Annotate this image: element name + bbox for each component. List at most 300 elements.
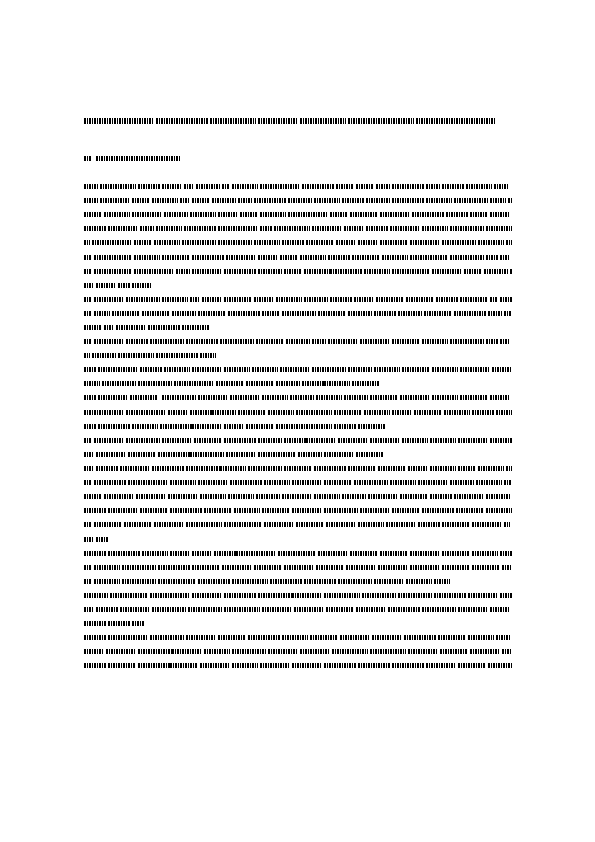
word-mark (84, 226, 106, 231)
word-mark (218, 226, 258, 231)
word-mark (282, 635, 308, 640)
word-mark (488, 663, 512, 668)
word-mark (304, 579, 336, 584)
word-mark (258, 269, 282, 274)
word-mark (504, 480, 512, 485)
word-mark (432, 269, 462, 274)
word-mark (324, 663, 356, 668)
word-mark (374, 311, 396, 316)
word-mark (348, 118, 414, 124)
word-mark (142, 311, 170, 316)
word-mark (258, 593, 292, 598)
word-mark (446, 212, 468, 217)
word-mark (306, 424, 332, 429)
word-mark (124, 522, 152, 527)
word-mark (380, 212, 410, 217)
word-mark (284, 466, 312, 471)
word-mark (186, 522, 222, 527)
word-mark (500, 593, 512, 598)
word-mark (302, 184, 334, 189)
word-mark (410, 551, 440, 556)
word-mark (186, 635, 216, 640)
word-mark (282, 494, 312, 499)
word-mark (450, 480, 474, 485)
word-mark (84, 424, 96, 429)
word-mark (170, 480, 196, 485)
word-mark (432, 367, 458, 372)
word-mark (120, 466, 150, 471)
word-mark (312, 339, 326, 344)
word-mark (430, 438, 456, 443)
word-mark (416, 118, 496, 124)
word-mark (228, 311, 260, 316)
word-mark (472, 410, 494, 415)
word-mark (368, 494, 398, 499)
word-mark (148, 325, 180, 330)
word-mark (392, 184, 424, 189)
word-mark (458, 466, 476, 471)
word-mark (164, 212, 188, 217)
word-mark (158, 452, 190, 457)
word-mark (162, 438, 192, 443)
text-line (84, 480, 512, 485)
word-mark (342, 494, 366, 499)
word-mark (226, 255, 256, 260)
word-mark (424, 311, 452, 316)
word-mark (430, 494, 452, 499)
word-mark (142, 551, 168, 556)
word-mark (84, 325, 102, 330)
word-mark (458, 607, 488, 612)
word-mark (106, 649, 136, 654)
word-mark (434, 579, 450, 584)
word-mark (232, 649, 266, 654)
word-mark (84, 466, 94, 471)
word-mark (442, 184, 464, 189)
word-mark (200, 663, 230, 668)
word-mark (310, 635, 338, 640)
word-mark (198, 579, 230, 584)
word-mark (222, 184, 230, 189)
word-mark (170, 663, 198, 668)
word-mark (246, 381, 274, 386)
section-heading (84, 156, 184, 162)
word-mark (108, 635, 148, 640)
word-mark (300, 118, 346, 124)
word-mark (192, 593, 222, 598)
word-mark (398, 593, 432, 598)
word-mark (316, 565, 344, 570)
text-line (84, 381, 512, 386)
word-mark (180, 198, 190, 203)
word-mark (152, 198, 178, 203)
word-mark (500, 551, 512, 556)
word-mark (312, 226, 342, 231)
word-mark (426, 184, 440, 189)
word-mark (152, 607, 186, 612)
word-mark (134, 255, 160, 260)
word-mark (186, 466, 220, 471)
word-mark (168, 410, 188, 415)
word-mark (212, 410, 236, 415)
word-mark (494, 184, 508, 189)
word-mark (270, 579, 302, 584)
word-mark (104, 212, 130, 217)
word-mark (182, 240, 216, 245)
word-mark (352, 255, 380, 260)
word-mark (160, 424, 192, 429)
word-mark (332, 649, 368, 654)
word-mark (358, 522, 384, 527)
word-mark (336, 184, 354, 189)
text-line (84, 325, 512, 330)
word-mark (94, 297, 124, 302)
word-mark (500, 255, 510, 260)
word-mark (390, 480, 416, 485)
word-mark (96, 607, 118, 612)
word-mark (486, 508, 512, 513)
word-mark (466, 184, 492, 189)
word-mark (406, 579, 432, 584)
word-mark (386, 522, 416, 527)
word-mark (450, 226, 484, 231)
word-mark (356, 452, 384, 457)
word-mark (286, 339, 310, 344)
text-line (84, 607, 512, 612)
word-mark (84, 367, 96, 372)
word-mark (370, 649, 406, 654)
word-mark (502, 565, 512, 570)
word-mark (258, 438, 282, 443)
word-mark (450, 255, 484, 260)
word-mark (362, 593, 396, 598)
word-mark (162, 255, 190, 260)
word-mark (204, 508, 232, 513)
word-mark (232, 184, 258, 189)
word-mark (506, 240, 512, 245)
word-mark (294, 607, 324, 612)
word-mark (268, 649, 298, 654)
word-mark (230, 480, 262, 485)
word-mark (330, 269, 362, 274)
word-mark (84, 452, 94, 457)
word-mark (304, 269, 330, 274)
word-mark (280, 367, 310, 372)
word-mark (488, 311, 502, 316)
word-mark (292, 508, 322, 513)
word-mark (398, 311, 422, 316)
word-mark (500, 297, 512, 302)
word-mark (276, 424, 306, 429)
word-mark (98, 424, 130, 429)
word-mark (460, 367, 490, 372)
word-mark (132, 198, 150, 203)
word-mark (256, 339, 284, 344)
word-mark (460, 297, 488, 302)
word-mark (486, 255, 498, 260)
word-mark (402, 367, 430, 372)
word-mark (348, 311, 372, 316)
word-mark (260, 226, 272, 231)
word-mark (408, 649, 438, 654)
word-mark (392, 410, 412, 415)
word-mark (84, 565, 92, 570)
word-mark (292, 593, 322, 598)
word-mark (340, 635, 370, 640)
word-mark (460, 395, 488, 400)
text-line (84, 311, 512, 316)
word-mark (132, 212, 162, 217)
word-mark (150, 593, 190, 598)
word-mark (224, 367, 250, 372)
word-mark (410, 240, 440, 245)
word-mark (84, 353, 90, 358)
word-mark (406, 297, 434, 302)
word-mark (436, 297, 458, 302)
word-mark (352, 381, 380, 386)
word-mark (120, 607, 150, 612)
word-mark (84, 494, 102, 499)
word-mark (410, 565, 440, 570)
word-mark (356, 607, 386, 612)
word-mark (164, 367, 190, 372)
word-mark (472, 551, 498, 556)
word-mark (418, 480, 448, 485)
word-mark (108, 508, 138, 513)
word-mark (346, 565, 376, 570)
word-mark (382, 255, 408, 260)
text-line (84, 593, 512, 598)
word-mark (274, 226, 310, 231)
word-mark (292, 663, 322, 668)
word-mark (410, 255, 448, 260)
word-mark (140, 226, 154, 231)
word-mark (324, 480, 352, 485)
word-mark (504, 522, 510, 527)
word-mark (254, 240, 280, 245)
word-mark (344, 395, 368, 400)
document-title (84, 118, 496, 124)
word-mark (84, 579, 92, 584)
word-mark (458, 663, 486, 668)
word-mark (342, 198, 364, 203)
word-mark (248, 466, 282, 471)
word-mark (176, 269, 190, 274)
word-mark (158, 579, 196, 584)
text-line (84, 551, 512, 556)
word-mark (280, 255, 298, 260)
word-mark (104, 494, 134, 499)
word-mark (96, 537, 108, 542)
word-mark (192, 255, 224, 260)
word-mark (156, 353, 198, 358)
word-mark (192, 269, 222, 274)
text-line (84, 537, 512, 542)
word-mark (408, 466, 428, 471)
word-mark (104, 325, 114, 330)
text-line (84, 269, 512, 274)
text-line (84, 494, 512, 499)
word-mark (252, 367, 278, 372)
word-mark (84, 607, 94, 612)
word-mark (338, 579, 372, 584)
word-mark (478, 240, 504, 245)
word-mark (212, 198, 236, 203)
word-mark (314, 494, 340, 499)
word-mark (490, 607, 510, 612)
text-line (84, 466, 512, 471)
word-mark (150, 635, 184, 640)
word-mark (98, 395, 128, 400)
word-mark (162, 395, 196, 400)
word-mark (324, 508, 358, 513)
word-mark (168, 494, 198, 499)
word-mark (508, 198, 512, 203)
word-mark (490, 212, 510, 217)
word-mark (96, 452, 126, 457)
word-mark (222, 565, 252, 570)
word-mark (84, 522, 92, 527)
word-mark (262, 395, 288, 400)
word-mark (296, 410, 332, 415)
word-mark (392, 663, 424, 668)
word-mark (438, 635, 466, 640)
word-mark (230, 395, 260, 400)
word-mark (196, 184, 220, 189)
word-mark (426, 198, 452, 203)
word-mark (356, 184, 374, 189)
word-mark (476, 480, 502, 485)
text-line (84, 621, 512, 626)
word-mark (192, 565, 220, 570)
word-mark (392, 269, 430, 274)
word-mark (422, 339, 448, 344)
word-mark (492, 367, 512, 372)
word-mark (484, 269, 508, 274)
word-mark (84, 297, 92, 302)
word-mark (224, 607, 260, 612)
word-mark (228, 494, 254, 499)
word-mark (324, 593, 360, 598)
word-mark (490, 297, 498, 302)
word-mark (472, 522, 502, 527)
word-mark (94, 565, 120, 570)
word-mark (192, 198, 210, 203)
word-mark (238, 198, 252, 203)
word-mark (162, 184, 182, 189)
word-mark (128, 452, 156, 457)
word-mark (220, 339, 254, 344)
word-mark (496, 635, 510, 640)
word-mark (218, 212, 238, 217)
word-mark (478, 466, 504, 471)
word-mark (350, 551, 378, 556)
text-line (84, 579, 512, 584)
word-mark (392, 339, 420, 344)
word-mark (358, 663, 390, 668)
text-line (84, 283, 512, 288)
word-mark (156, 118, 208, 124)
word-mark (84, 269, 92, 274)
word-mark (158, 565, 190, 570)
word-mark (380, 240, 408, 245)
word-mark (138, 184, 160, 189)
word-mark (128, 480, 168, 485)
word-mark (268, 410, 294, 415)
word-mark (470, 649, 500, 654)
word-mark (84, 649, 104, 654)
word-mark (400, 494, 428, 499)
word-mark (84, 438, 92, 443)
word-mark (190, 452, 224, 457)
word-mark (108, 226, 138, 231)
word-mark (490, 395, 510, 400)
word-mark (326, 607, 354, 612)
word-mark (94, 579, 120, 584)
word-mark (108, 663, 136, 668)
word-mark (464, 269, 482, 274)
word-mark (162, 297, 188, 302)
word-mark (316, 395, 342, 400)
word-mark (364, 410, 390, 415)
word-mark (264, 522, 294, 527)
word-mark (430, 466, 456, 471)
word-mark (260, 663, 290, 668)
word-mark (236, 551, 276, 556)
word-mark (84, 240, 90, 245)
word-mark (298, 452, 322, 457)
word-mark (94, 339, 124, 344)
text-line (84, 226, 512, 231)
word-mark (378, 565, 408, 570)
word-mark (240, 212, 258, 217)
word-mark (100, 198, 130, 203)
word-mark (110, 593, 148, 598)
word-mark (132, 621, 144, 626)
word-mark (192, 367, 222, 372)
word-mark (234, 508, 260, 513)
word-mark (84, 156, 92, 161)
word-mark (108, 621, 130, 626)
text-line (84, 367, 512, 372)
word-mark (296, 522, 324, 527)
word-mark (102, 381, 136, 386)
word-mark (338, 438, 368, 443)
word-mark (490, 438, 512, 443)
word-mark (200, 494, 226, 499)
word-mark (84, 410, 124, 415)
word-mark (238, 410, 266, 415)
word-mark (190, 297, 200, 302)
word-mark (84, 255, 92, 260)
word-mark (126, 339, 148, 344)
word-mark (376, 297, 404, 302)
word-mark (256, 494, 280, 499)
word-mark (262, 607, 292, 612)
word-mark (468, 593, 498, 598)
word-mark (312, 367, 346, 372)
word-mark (288, 212, 328, 217)
word-mark (94, 522, 122, 527)
word-mark (214, 551, 236, 556)
word-mark (84, 311, 92, 316)
word-mark (198, 311, 226, 316)
word-mark (204, 649, 230, 654)
word-mark (276, 381, 300, 386)
text-line (84, 198, 512, 203)
word-mark (374, 367, 400, 372)
word-mark (126, 410, 166, 415)
